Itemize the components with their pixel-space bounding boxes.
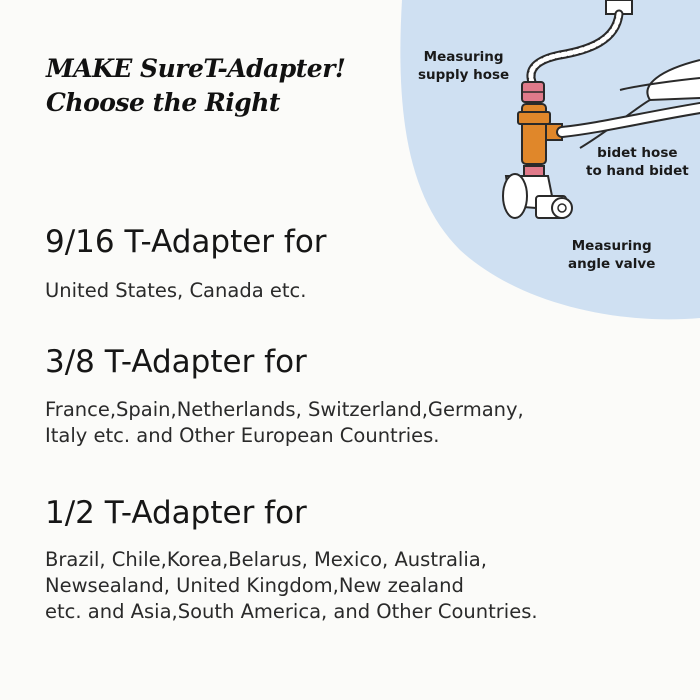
callout-bidet-hose: bidet hose to hand bidet — [586, 145, 689, 179]
section-title-3-8: 3/8 T-Adapter for — [45, 344, 307, 380]
headline-line-2: Choose the Right — [46, 88, 280, 117]
headline-line-1: MAKE SureT-Adapter! — [46, 54, 346, 83]
section-text-1-2: Brazil, Chile,Korea,Belarus, Mexico, Australia, Newsealand, United Kingdom,New zealand etc. and Asia,South America, and Other Countries. — [45, 548, 538, 623]
callout-supply-hose: Measuring supply hose — [418, 49, 510, 83]
callout-angle-valve: Measuring angle valve — [568, 238, 656, 272]
section-text-3-8: France,Spain,Netherlands, Switzerland,Germany, Italy etc. and Other European Countries. — [45, 398, 524, 447]
section-title-1-2: 1/2 T-Adapter for — [45, 495, 307, 531]
section-text-9-16: United States, Canada etc. — [45, 279, 307, 302]
section-title-9-16: 9/16 T-Adapter for — [45, 224, 327, 260]
